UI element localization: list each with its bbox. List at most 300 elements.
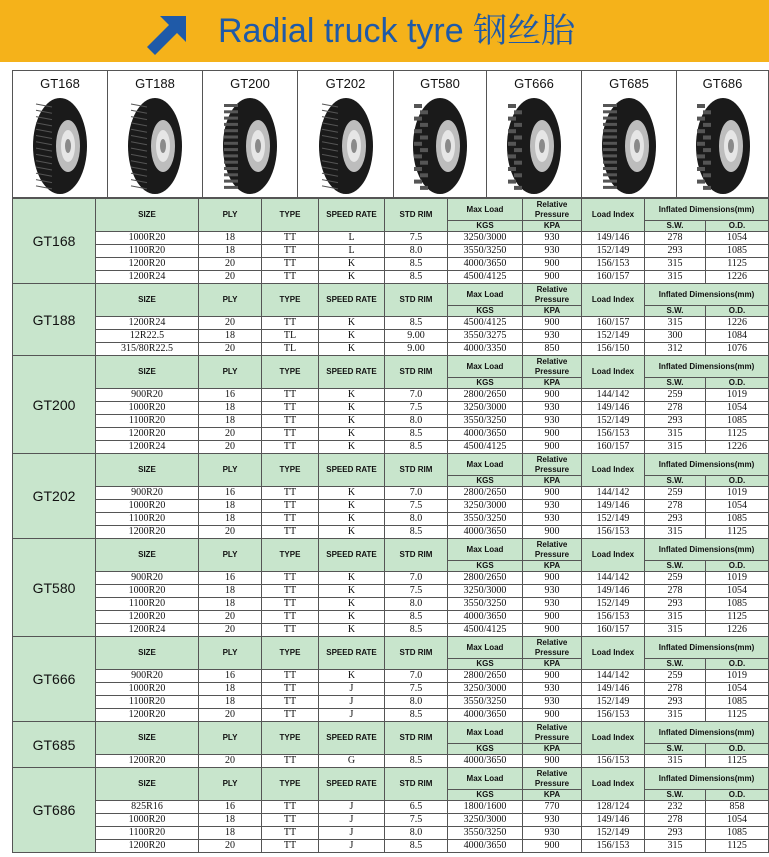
load-index-header: Load Index — [582, 539, 645, 572]
rim-cell: 9.00 — [385, 330, 448, 343]
rim-cell: 8.5 — [385, 441, 448, 454]
thumbnail-model-label: GT685 — [609, 76, 649, 91]
li-cell: 149/146 — [582, 683, 645, 696]
inflated-dimensions-header: Inflated Dimensions(mm) — [645, 284, 769, 306]
inflated-dimensions-header: Inflated Dimensions(mm) — [645, 637, 769, 659]
size-cell: 825R16 — [96, 801, 199, 814]
ply-cell: 20 — [199, 624, 262, 637]
kpa-cell: 900 — [523, 271, 582, 284]
size-cell: 1200R24 — [96, 624, 199, 637]
ply-cell: 16 — [199, 670, 262, 683]
li-cell: 152/149 — [582, 513, 645, 526]
sw-cell: 315 — [645, 611, 706, 624]
tyre-thumbnail — [582, 71, 677, 198]
od-cell: 1054 — [706, 585, 769, 598]
size-cell: 900R20 — [96, 487, 199, 500]
std-rim-header: STD RIM — [385, 768, 448, 801]
load-cell: 3550/3275 — [448, 330, 523, 343]
rim-cell: 8.5 — [385, 624, 448, 637]
speed-cell: L — [319, 232, 385, 245]
load-cell: 2800/2650 — [448, 572, 523, 585]
tyre-icon — [691, 96, 755, 196]
table-row — [13, 271, 769, 284]
type-cell: TT — [262, 572, 319, 585]
table-row — [13, 389, 769, 402]
size-cell: 1000R20 — [96, 814, 199, 827]
rim-cell: 8.0 — [385, 245, 448, 258]
speed-cell: J — [319, 683, 385, 696]
od-cell: 1019 — [706, 670, 769, 683]
sw-cell: 278 — [645, 402, 706, 415]
tyre-thumbnail — [13, 71, 108, 198]
std-rim-header: STD RIM — [385, 356, 448, 389]
table-row — [13, 827, 769, 840]
table-row — [13, 513, 769, 526]
speed-rate-header: SPEED RATE — [319, 356, 385, 389]
size-cell: 1100R20 — [96, 598, 199, 611]
sw-cell: 259 — [645, 572, 706, 585]
speed-cell: K — [319, 258, 385, 271]
kpa-cell: 900 — [523, 572, 582, 585]
speed-cell: K — [319, 271, 385, 284]
type-cell: TT — [262, 258, 319, 271]
od-cell: 1076 — [706, 343, 769, 356]
kpa-cell: 900 — [523, 670, 582, 683]
rim-cell: 8.5 — [385, 526, 448, 539]
thumbnail-model-label: GT168 — [40, 76, 80, 91]
load-cell: 3550/3250 — [448, 513, 523, 526]
speed-cell: K — [319, 624, 385, 637]
std-rim-header: STD RIM — [385, 722, 448, 755]
size-cell: 1200R24 — [96, 441, 199, 454]
tyre-icon — [123, 96, 187, 196]
type-cell: TT — [262, 415, 319, 428]
size-cell: 900R20 — [96, 572, 199, 585]
kgs-header: KGS — [448, 306, 523, 317]
model-label: GT685 — [13, 722, 96, 768]
kpa-cell: 930 — [523, 585, 582, 598]
size-cell: 1100R20 — [96, 827, 199, 840]
table-row — [13, 696, 769, 709]
od-header: O.D. — [706, 744, 769, 755]
type-cell: TT — [262, 271, 319, 284]
load-cell: 3550/3250 — [448, 415, 523, 428]
load-cell: 4500/4125 — [448, 317, 523, 330]
load-index-header: Load Index — [582, 199, 645, 232]
size-header: SIZE — [96, 454, 199, 487]
speed-cell: J — [319, 709, 385, 722]
li-cell: 160/157 — [582, 441, 645, 454]
rim-cell: 7.0 — [385, 572, 448, 585]
table-row — [13, 840, 769, 853]
sw-cell: 315 — [645, 258, 706, 271]
sw-cell: 315 — [645, 840, 706, 853]
ply-header: PLY — [199, 637, 262, 670]
max-load-header: Max Load — [448, 454, 523, 476]
type-header: TYPE — [262, 722, 319, 755]
load-cell: 1800/1600 — [448, 801, 523, 814]
kpa-header: KPA — [523, 476, 582, 487]
max-load-header: Max Load — [448, 722, 523, 744]
od-cell: 1054 — [706, 500, 769, 513]
model-label: GT188 — [13, 284, 96, 356]
rim-cell: 8.5 — [385, 611, 448, 624]
rim-cell: 7.0 — [385, 389, 448, 402]
speed-cell: K — [319, 500, 385, 513]
tyre-thumbnail — [203, 71, 298, 198]
sw-header: S.W. — [645, 476, 706, 487]
type-header: TYPE — [262, 768, 319, 801]
kpa-cell: 900 — [523, 258, 582, 271]
od-cell: 1054 — [706, 814, 769, 827]
max-load-header: Max Load — [448, 768, 523, 790]
kgs-header: KGS — [448, 744, 523, 755]
load-index-header: Load Index — [582, 637, 645, 670]
ply-cell: 18 — [199, 683, 262, 696]
load-cell: 3250/3000 — [448, 585, 523, 598]
ply-cell: 18 — [199, 500, 262, 513]
rim-cell: 8.0 — [385, 598, 448, 611]
table-row — [13, 330, 769, 343]
kpa-cell: 900 — [523, 487, 582, 500]
kpa-cell: 850 — [523, 343, 582, 356]
kpa-header: KPA — [523, 744, 582, 755]
model-label: GT200 — [13, 356, 96, 454]
od-cell: 1054 — [706, 402, 769, 415]
size-cell: 1200R20 — [96, 526, 199, 539]
speed-cell: K — [319, 330, 385, 343]
rim-cell: 8.0 — [385, 827, 448, 840]
od-cell: 1084 — [706, 330, 769, 343]
table-row — [13, 755, 769, 768]
relative-pressure-header: Relative Pressure — [523, 284, 582, 306]
rim-cell: 7.5 — [385, 683, 448, 696]
li-cell: 160/157 — [582, 271, 645, 284]
li-cell: 160/157 — [582, 317, 645, 330]
ply-cell: 20 — [199, 258, 262, 271]
load-index-header: Load Index — [582, 356, 645, 389]
speed-cell: G — [319, 755, 385, 768]
ply-cell: 18 — [199, 696, 262, 709]
table-row — [13, 441, 769, 454]
type-cell: TT — [262, 801, 319, 814]
speed-cell: K — [319, 526, 385, 539]
li-cell: 156/150 — [582, 343, 645, 356]
type-cell: TT — [262, 840, 319, 853]
table-row — [13, 611, 769, 624]
speed-cell: K — [319, 670, 385, 683]
size-cell: 1200R20 — [96, 611, 199, 624]
load-cell: 3250/3000 — [448, 683, 523, 696]
li-cell: 152/149 — [582, 598, 645, 611]
speed-cell: J — [319, 801, 385, 814]
speed-cell: K — [319, 441, 385, 454]
sw-header: S.W. — [645, 659, 706, 670]
sw-cell: 293 — [645, 696, 706, 709]
type-cell: TT — [262, 696, 319, 709]
type-cell: TT — [262, 526, 319, 539]
std-rim-header: STD RIM — [385, 637, 448, 670]
load-cell: 4000/3650 — [448, 755, 523, 768]
speed-cell: K — [319, 389, 385, 402]
speed-cell: K — [319, 415, 385, 428]
std-rim-header: STD RIM — [385, 539, 448, 572]
li-cell: 144/142 — [582, 572, 645, 585]
speed-cell: J — [319, 814, 385, 827]
type-header: TYPE — [262, 454, 319, 487]
od-cell: 1085 — [706, 245, 769, 258]
load-cell: 4000/3650 — [448, 526, 523, 539]
od-header: O.D. — [706, 476, 769, 487]
od-cell: 1085 — [706, 827, 769, 840]
sw-cell: 293 — [645, 598, 706, 611]
type-cell: TT — [262, 683, 319, 696]
kpa-cell: 930 — [523, 232, 582, 245]
tyre-thumbnail — [487, 71, 582, 198]
type-cell: TT — [262, 428, 319, 441]
sw-header: S.W. — [645, 744, 706, 755]
sw-cell: 293 — [645, 415, 706, 428]
kpa-cell: 770 — [523, 801, 582, 814]
kpa-header: KPA — [523, 659, 582, 670]
sw-cell: 278 — [645, 814, 706, 827]
table-row — [13, 245, 769, 258]
ply-cell: 18 — [199, 513, 262, 526]
kpa-cell: 930 — [523, 245, 582, 258]
load-cell: 4000/3650 — [448, 258, 523, 271]
rim-cell: 7.0 — [385, 487, 448, 500]
rim-cell: 8.5 — [385, 428, 448, 441]
li-cell: 156/153 — [582, 840, 645, 853]
od-cell: 858 — [706, 801, 769, 814]
sw-cell: 315 — [645, 624, 706, 637]
table-row — [13, 402, 769, 415]
type-header: TYPE — [262, 284, 319, 317]
tyre-thumbnail — [298, 71, 394, 198]
kpa-cell: 900 — [523, 611, 582, 624]
kpa-cell: 930 — [523, 827, 582, 840]
rim-cell: 7.0 — [385, 670, 448, 683]
od-cell: 1125 — [706, 428, 769, 441]
li-cell: 156/153 — [582, 755, 645, 768]
table-row — [13, 487, 769, 500]
od-cell: 1054 — [706, 232, 769, 245]
kgs-header: KGS — [448, 561, 523, 572]
size-cell: 12R22.5 — [96, 330, 199, 343]
od-cell: 1125 — [706, 526, 769, 539]
kpa-cell: 930 — [523, 513, 582, 526]
sw-cell: 315 — [645, 317, 706, 330]
ply-cell: 18 — [199, 245, 262, 258]
load-cell: 4000/3650 — [448, 611, 523, 624]
speed-cell: K — [319, 611, 385, 624]
kpa-cell: 900 — [523, 709, 582, 722]
sw-cell: 259 — [645, 487, 706, 500]
type-cell: TT — [262, 245, 319, 258]
kgs-header: KGS — [448, 790, 523, 801]
inflated-dimensions-header: Inflated Dimensions(mm) — [645, 454, 769, 476]
speed-rate-header: SPEED RATE — [319, 637, 385, 670]
relative-pressure-header: Relative Pressure — [523, 454, 582, 476]
od-cell: 1085 — [706, 513, 769, 526]
od-header: O.D. — [706, 306, 769, 317]
od-cell: 1226 — [706, 271, 769, 284]
li-cell: 156/153 — [582, 428, 645, 441]
std-rim-header: STD RIM — [385, 284, 448, 317]
speed-cell: K — [319, 343, 385, 356]
sw-cell: 293 — [645, 513, 706, 526]
max-load-header: Max Load — [448, 284, 523, 306]
od-cell: 1125 — [706, 840, 769, 853]
thumbnail-model-label: GT202 — [325, 76, 366, 91]
ply-cell: 20 — [199, 343, 262, 356]
sw-cell: 315 — [645, 428, 706, 441]
size-cell: 1100R20 — [96, 245, 199, 258]
thumbnail-model-label: GT666 — [514, 76, 554, 91]
model-label: GT580 — [13, 539, 96, 637]
model-label: GT686 — [13, 768, 96, 853]
load-cell: 3550/3250 — [448, 827, 523, 840]
size-cell: 1200R20 — [96, 709, 199, 722]
thumbnail-model-label: GT188 — [135, 76, 175, 91]
rim-cell: 8.5 — [385, 709, 448, 722]
type-cell: TL — [262, 343, 319, 356]
speed-cell: L — [319, 245, 385, 258]
load-cell: 4000/3650 — [448, 428, 523, 441]
table-row — [13, 232, 769, 245]
load-cell: 3250/3000 — [448, 232, 523, 245]
kpa-cell: 930 — [523, 598, 582, 611]
tyre-thumbnail — [108, 71, 203, 198]
tyre-icon — [314, 96, 378, 196]
max-load-header: Max Load — [448, 199, 523, 221]
kpa-cell: 900 — [523, 441, 582, 454]
li-cell: 156/153 — [582, 258, 645, 271]
li-cell: 149/146 — [582, 402, 645, 415]
load-cell: 3550/3250 — [448, 696, 523, 709]
size-cell: 1200R24 — [96, 317, 199, 330]
speed-rate-header: SPEED RATE — [319, 199, 385, 232]
type-header: TYPE — [262, 637, 319, 670]
kgs-header: KGS — [448, 221, 523, 232]
kpa-cell: 930 — [523, 500, 582, 513]
rim-cell: 8.5 — [385, 317, 448, 330]
speed-cell: K — [319, 317, 385, 330]
size-header: SIZE — [96, 722, 199, 755]
load-cell: 3250/3000 — [448, 814, 523, 827]
load-cell: 4000/3350 — [448, 343, 523, 356]
kpa-cell: 930 — [523, 683, 582, 696]
speed-rate-header: SPEED RATE — [319, 539, 385, 572]
od-cell: 1125 — [706, 611, 769, 624]
table-row — [13, 317, 769, 330]
ply-cell: 18 — [199, 585, 262, 598]
rim-cell: 7.5 — [385, 402, 448, 415]
od-header: O.D. — [706, 659, 769, 670]
speed-rate-header: SPEED RATE — [319, 768, 385, 801]
speed-cell: J — [319, 696, 385, 709]
max-load-header: Max Load — [448, 637, 523, 659]
ply-cell: 18 — [199, 402, 262, 415]
ply-cell: 16 — [199, 389, 262, 402]
ply-header: PLY — [199, 199, 262, 232]
size-header: SIZE — [96, 539, 199, 572]
li-cell: 160/157 — [582, 624, 645, 637]
size-cell: 900R20 — [96, 389, 199, 402]
load-cell: 3550/3250 — [448, 245, 523, 258]
size-cell: 1000R20 — [96, 500, 199, 513]
sw-cell: 293 — [645, 245, 706, 258]
model-label: GT202 — [13, 454, 96, 539]
ply-header: PLY — [199, 356, 262, 389]
speed-cell: J — [319, 827, 385, 840]
inflated-dimensions-header: Inflated Dimensions(mm) — [645, 768, 769, 790]
rim-cell: 8.5 — [385, 258, 448, 271]
ply-cell: 20 — [199, 428, 262, 441]
tyre-thumbnails — [12, 70, 769, 198]
ply-cell: 20 — [199, 611, 262, 624]
li-cell: 149/146 — [582, 585, 645, 598]
tyre-icon — [502, 96, 566, 196]
load-index-header: Load Index — [582, 454, 645, 487]
li-cell: 156/153 — [582, 709, 645, 722]
li-cell: 152/149 — [582, 330, 645, 343]
type-cell: TT — [262, 513, 319, 526]
speed-cell: K — [319, 487, 385, 500]
od-cell: 1226 — [706, 441, 769, 454]
type-cell: TT — [262, 709, 319, 722]
od-cell: 1054 — [706, 683, 769, 696]
page-title: Radial truck tyre 钢丝胎 — [218, 12, 576, 50]
sw-cell: 278 — [645, 585, 706, 598]
type-cell: TT — [262, 232, 319, 245]
tyre-icon — [597, 96, 661, 196]
ply-header: PLY — [199, 768, 262, 801]
rim-cell: 6.5 — [385, 801, 448, 814]
table-row — [13, 500, 769, 513]
type-cell: TT — [262, 487, 319, 500]
load-cell: 4000/3650 — [448, 840, 523, 853]
ply-cell: 20 — [199, 441, 262, 454]
sw-cell: 312 — [645, 343, 706, 356]
od-cell: 1226 — [706, 624, 769, 637]
kpa-cell: 900 — [523, 526, 582, 539]
load-cell: 2800/2650 — [448, 670, 523, 683]
ply-cell: 20 — [199, 317, 262, 330]
ply-cell: 20 — [199, 840, 262, 853]
size-cell: 1100R20 — [96, 415, 199, 428]
table-row — [13, 415, 769, 428]
speed-cell: K — [319, 598, 385, 611]
load-cell: 4500/4125 — [448, 624, 523, 637]
thumbnail-model-label: GT580 — [420, 76, 460, 91]
rim-cell: 8.0 — [385, 415, 448, 428]
relative-pressure-header: Relative Pressure — [523, 722, 582, 744]
rim-cell: 7.5 — [385, 814, 448, 827]
ply-cell: 20 — [199, 271, 262, 284]
ply-cell: 18 — [199, 827, 262, 840]
type-header: TYPE — [262, 356, 319, 389]
speed-cell: K — [319, 402, 385, 415]
rim-cell: 7.5 — [385, 585, 448, 598]
size-cell: 1000R20 — [96, 402, 199, 415]
speed-cell: K — [319, 513, 385, 526]
speed-cell: K — [319, 572, 385, 585]
od-cell: 1019 — [706, 487, 769, 500]
li-cell: 149/146 — [582, 814, 645, 827]
max-load-header: Max Load — [448, 356, 523, 378]
load-cell: 2800/2650 — [448, 487, 523, 500]
